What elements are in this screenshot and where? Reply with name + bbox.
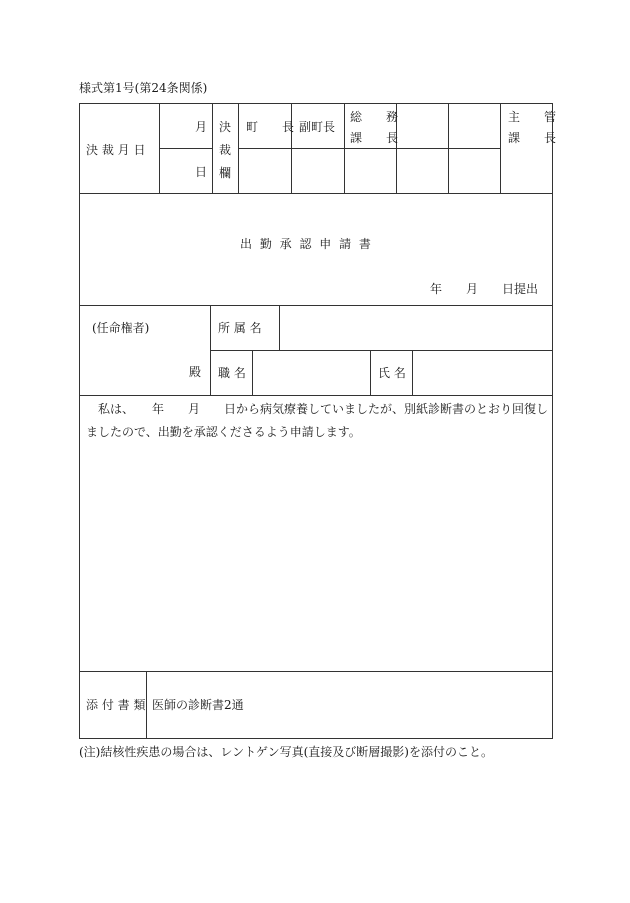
frame-top: [79, 103, 553, 104]
approval-vline-5: [344, 103, 345, 194]
approval-vline-8: [500, 103, 501, 194]
deputy-mayor-label: 副町長: [299, 120, 336, 134]
approval-vline-2: [212, 103, 213, 194]
frame-right: [552, 103, 553, 739]
footnote: (注)結核性疾患の場合は、レントゲン写真(直接及び断層撮影)を添付のこと。: [79, 745, 493, 759]
applicant-bottom-line: [79, 395, 553, 396]
position-field[interactable]: [253, 351, 370, 395]
approval-bottom-line: [79, 193, 553, 194]
general-affairs-label-top: 総 務: [350, 110, 399, 124]
body-bottom-line: [79, 671, 553, 672]
approval-vline-7: [448, 103, 449, 194]
approval-vline-3: [238, 103, 239, 194]
decision-date-label: 決 裁 月 日: [86, 143, 146, 157]
application-body-text: 私は、 年 月 日から病気療養していましたが、別紙診断書のとおり回復しましたので、出勤を承認くださるよう申請します。: [86, 402, 549, 439]
month-label: 月: [195, 120, 208, 134]
attachment-value: 医師の診断書2通: [152, 698, 244, 712]
mayor-label: 町 長: [246, 120, 295, 134]
name-label-left-vline: [370, 350, 371, 396]
day-label: 日: [195, 165, 208, 179]
general-affairs-label-bottom: 課 長: [350, 131, 399, 145]
submission-date: 年 月 日提出: [430, 282, 539, 296]
honorific-label: 殿: [189, 365, 202, 379]
competent-label-top: 主 管: [508, 110, 557, 124]
affiliation-field[interactable]: [280, 306, 552, 350]
affiliation-label: 所 属 名: [218, 321, 262, 335]
position-label: 職 名: [218, 366, 246, 380]
name-label: 氏 名: [378, 366, 406, 380]
approval-vline-1: [159, 103, 160, 194]
approval-mid-line-stamps: [238, 148, 500, 149]
approval-vline-4: [291, 103, 292, 194]
approval-mid-line: [159, 148, 212, 149]
name-field[interactable]: [413, 351, 552, 395]
form-number: 様式第1号(第24条関係): [79, 81, 208, 95]
attachment-label: 添 付 書 類: [86, 698, 146, 712]
decision-column-label: 決 裁 欄: [218, 120, 231, 180]
frame-bottom: [79, 738, 553, 739]
competent-label-bottom: 課 長: [508, 131, 557, 145]
attachment-vline: [146, 671, 147, 738]
form-title: 出 勤 承 認 申 請 書: [240, 237, 373, 251]
appointing-authority-label: (任命権者): [92, 321, 150, 335]
frame-left: [79, 103, 80, 739]
